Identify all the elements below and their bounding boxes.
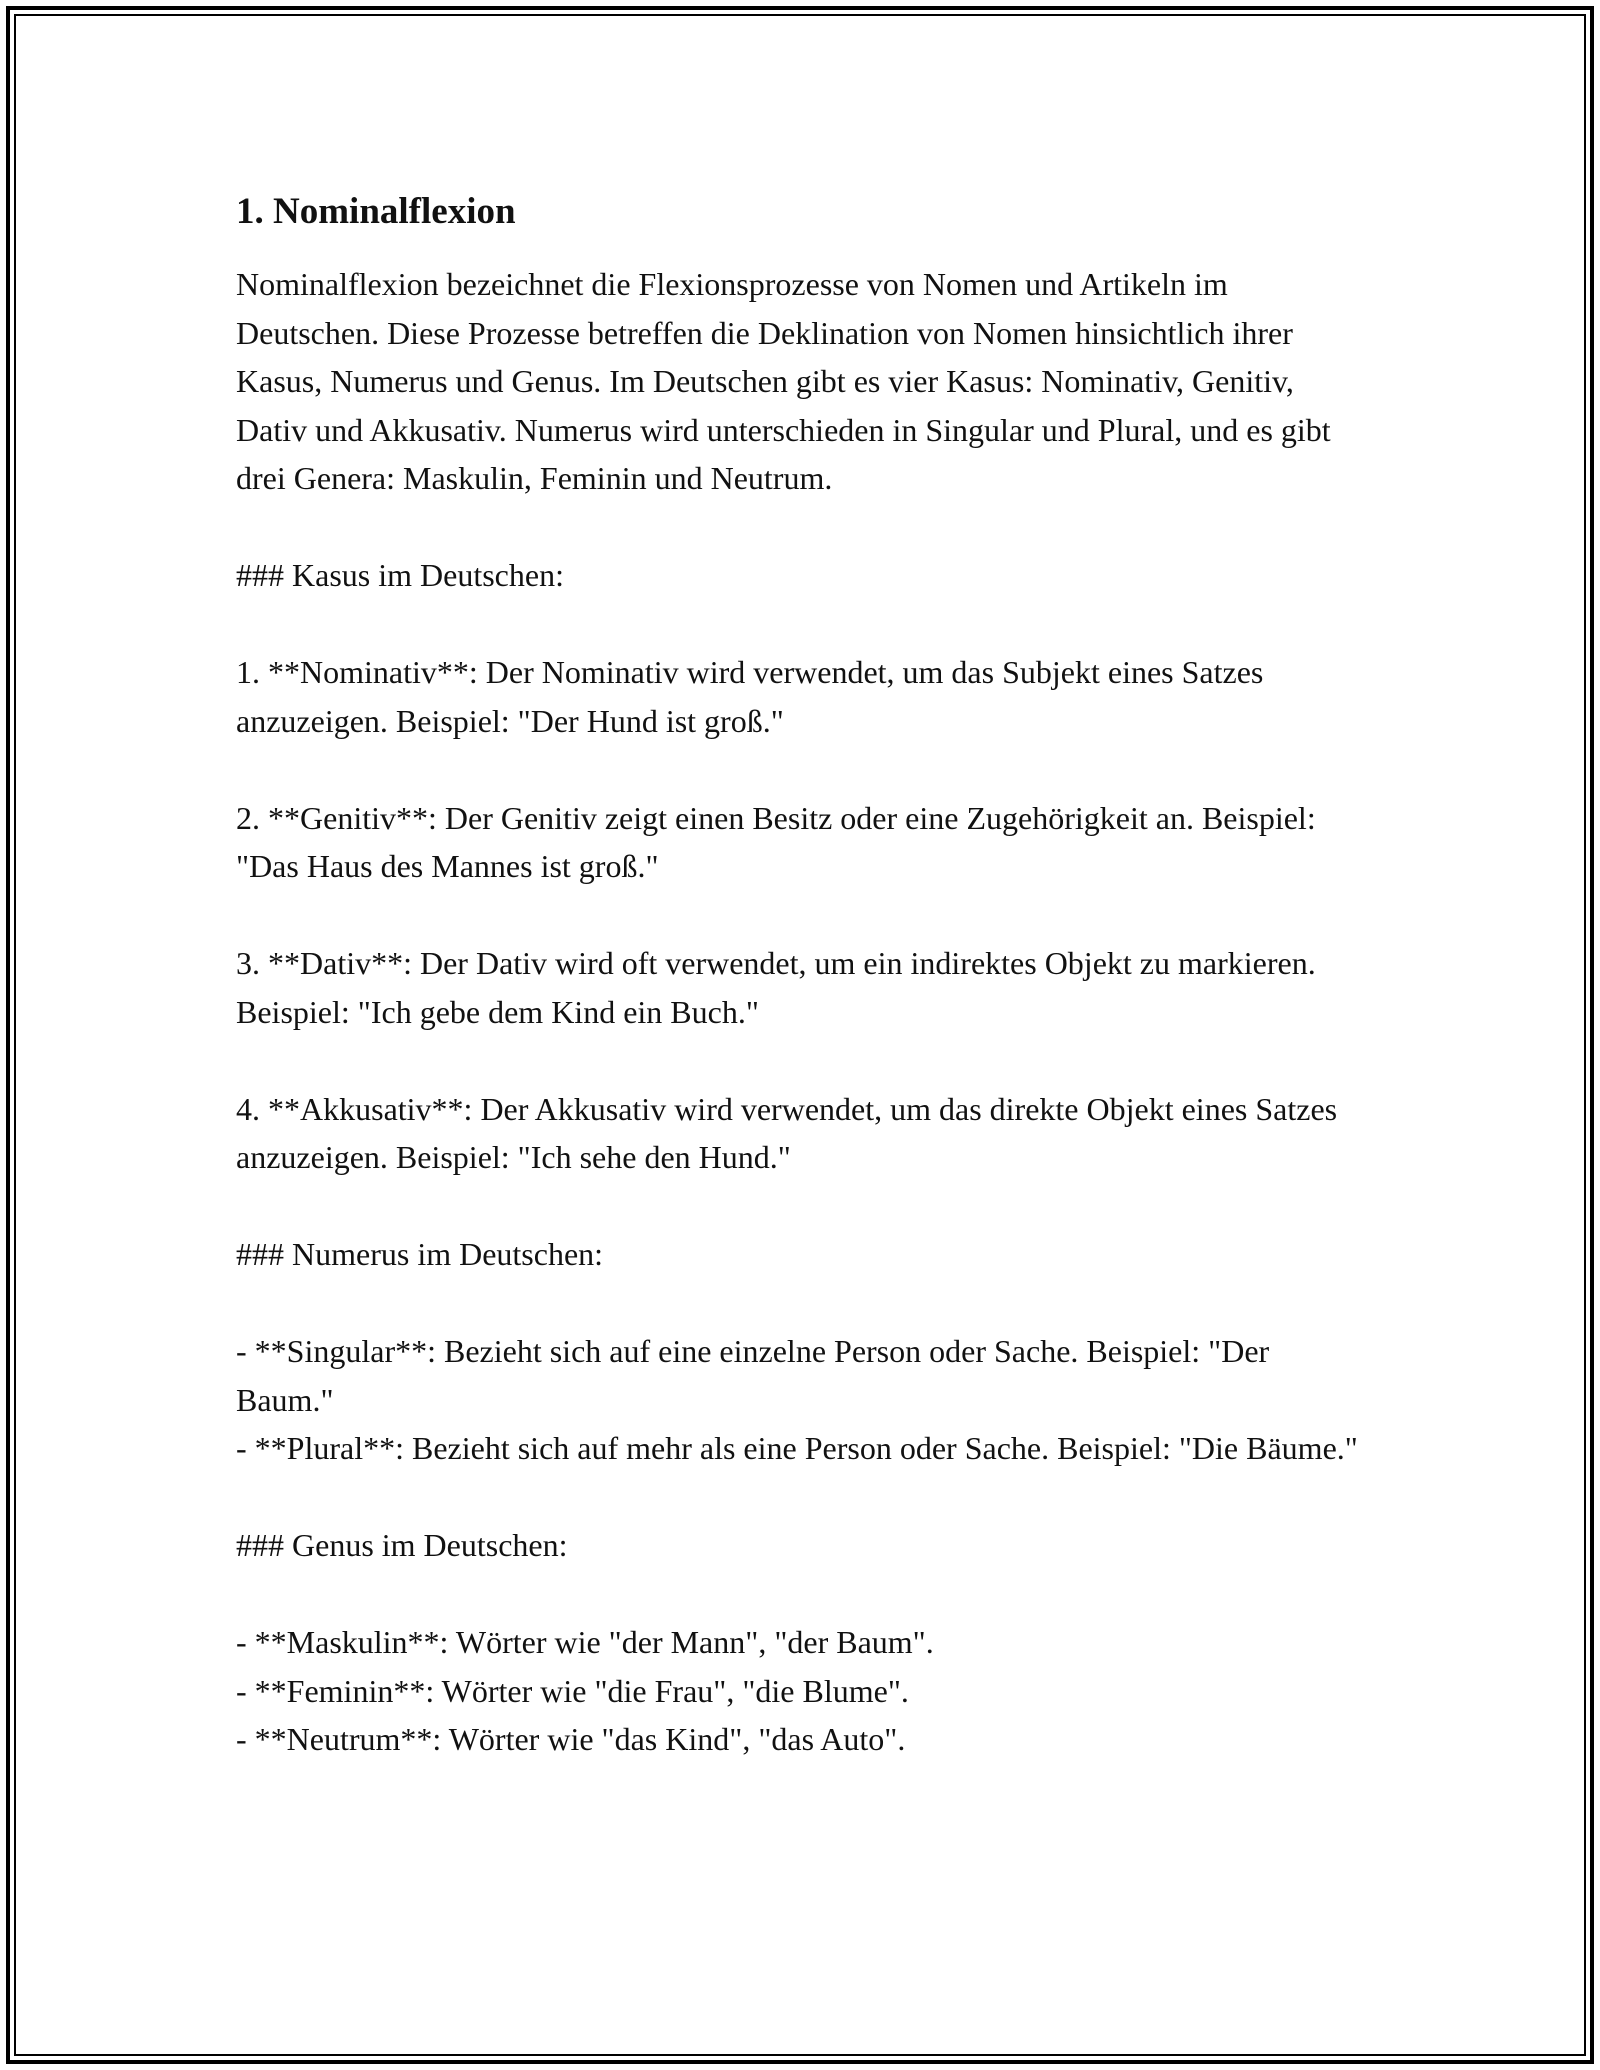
spacer bbox=[236, 1182, 1366, 1231]
kasus-item-genitiv: 2. **Genitiv**: Der Genitiv zeigt einen Besitz oder eine Zugehörigkeit an. Beispiel: "Das Haus des Mannes ist groß." bbox=[236, 799, 1316, 884]
spacer bbox=[236, 891, 1366, 940]
spacer bbox=[236, 1473, 1366, 1522]
intro-paragraph: Nominalflexion bezeichnet die Flexionsprozesse von Nomen und Artikeln im Deutschen. Diese Prozesse betreffen die Deklination von Nomen hinsichtlich ihrer Kasus, Numerus und Genus. Im Deutschen gibt es vier Kasus: Nominativ, Genitiv, Dativ und Akkusativ. Numerus wird unterschieden in Singular und Plural, und es gibt drei Genera: Maskulin, Feminin und Neutrum. bbox=[236, 266, 1331, 496]
document-body bbox=[236, 188, 1366, 1764]
kasus-item-nominativ: 1. **Nominativ**: Der Nominativ wird verwendet, um das Subjekt eines Satzes anzuzeigen. Beispiel: "Der Hund ist groß." bbox=[236, 654, 1264, 739]
spacer bbox=[236, 745, 1366, 794]
spacer bbox=[236, 1036, 1366, 1085]
genus-item-feminin: - **Feminin**: Wörter wie "die Frau", "die Blume". bbox=[236, 1672, 909, 1709]
genus-item-maskulin: - **Maskulin**: Wörter wie "der Mann", "der Baum". bbox=[236, 1624, 934, 1660]
kasus-heading: ### Kasus im Deutschen: bbox=[236, 557, 564, 593]
kasus-item-akkusativ: 4. **Akkusativ**: Der Akkusativ wird verwendet, um das direkte Objekt eines Satzes anzuzeigen. Beispiel: "Ich sehe den Hund." bbox=[236, 1090, 1338, 1175]
genus-item-neutrum: - **Neutrum**: Wörter wie "das Kind", "das Auto". bbox=[236, 1721, 906, 1757]
genus-heading: ### Genus im Deutschen: bbox=[236, 1527, 568, 1563]
numerus-item-plural: - **Plural**: Bezieht sich auf mehr als eine Person oder Sache. Beispiel: "Die Bäume." bbox=[236, 1430, 1358, 1466]
spacer bbox=[236, 1279, 1366, 1328]
spacer bbox=[236, 600, 1366, 649]
page-title: 1. Nominalflexion bbox=[236, 191, 516, 232]
numerus-item-singular: - **Singular**: Bezieht sich auf eine einzelne Person oder Sache. Beispiel: "Der Baum." bbox=[236, 1333, 1270, 1418]
spacer bbox=[236, 1570, 1366, 1619]
kasus-item-dativ: 3. **Dativ**: Der Dativ wird oft verwendet, um ein indirektes Objekt zu markieren. Beispiel: "Ich gebe dem Kind ein Buch." bbox=[236, 945, 1316, 1030]
spacer bbox=[236, 503, 1366, 552]
numerus-heading: ### Numerus im Deutschen: bbox=[236, 1236, 604, 1272]
